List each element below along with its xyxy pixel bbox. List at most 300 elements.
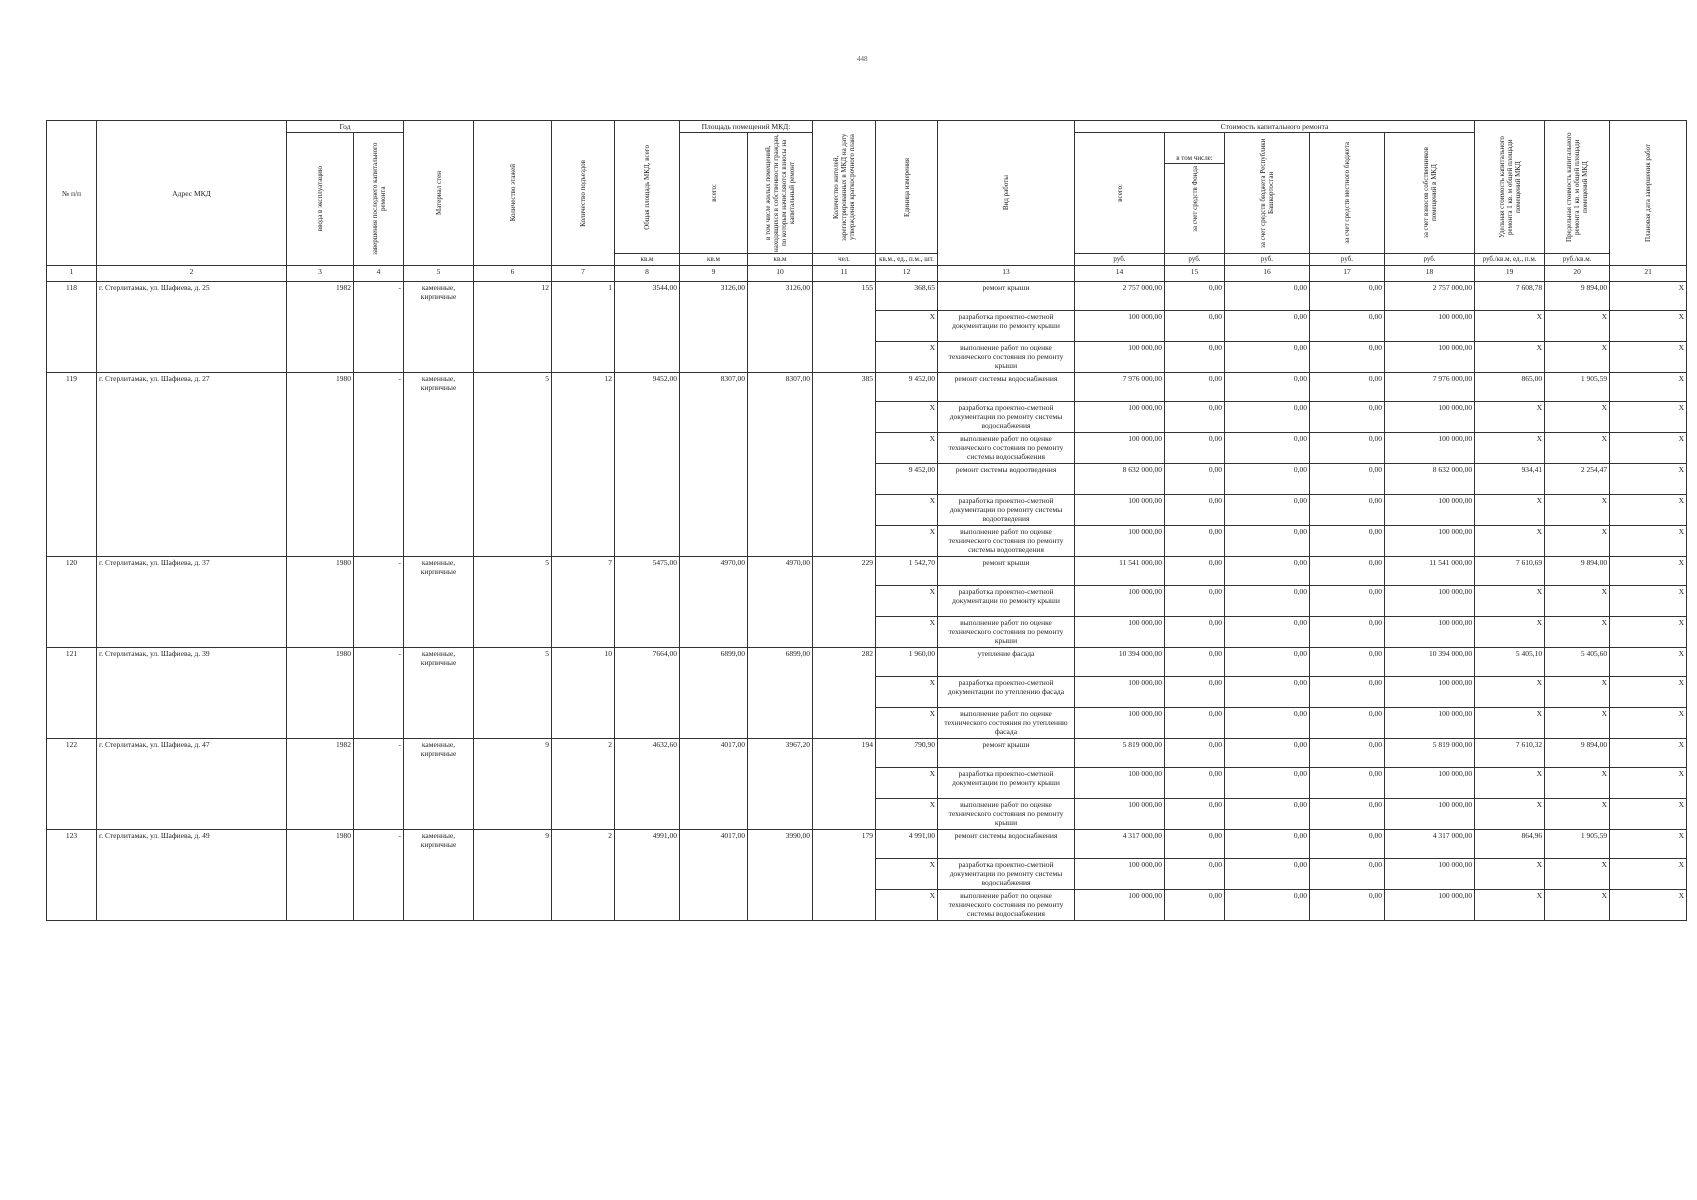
work-cost-republic: 0,00 [1225, 890, 1310, 921]
row-year-last-repair: - [354, 648, 404, 739]
work-quantity: X [876, 617, 938, 648]
row-year-commissioning: 1980 [287, 648, 354, 739]
work-cost-republic: 0,00 [1225, 557, 1310, 586]
work-cost-republic: 0,00 [1225, 648, 1310, 677]
table-row [47, 648, 1687, 677]
row-entrances: 2 [552, 830, 615, 921]
work-name: ремонт крыши [938, 282, 1075, 311]
work-cost-owners: 11 541 000,00 [1385, 557, 1475, 586]
work-deadline: X [1610, 433, 1687, 464]
work-max-cost: 9 894,00 [1545, 282, 1610, 311]
row-year-last-repair: - [354, 373, 404, 557]
row-wall-material: каменные, кирпичные [404, 282, 474, 373]
table-row [47, 373, 1687, 402]
work-cost-local: 0,00 [1310, 373, 1385, 402]
work-specific-cost: X [1475, 526, 1545, 557]
work-cost-fund: 0,00 [1165, 282, 1225, 311]
row-residents: 194 [813, 739, 876, 830]
work-cost-local: 0,00 [1310, 739, 1385, 768]
column-number: 6 [474, 266, 552, 282]
row-wall-material: каменные, кирпичные [404, 373, 474, 557]
work-cost-fund: 0,00 [1165, 495, 1225, 526]
column-number: 7 [552, 266, 615, 282]
header-cost-fund: за счет средств Фонда [1190, 166, 1199, 232]
work-cost-total: 10 394 000,00 [1075, 648, 1165, 677]
work-cost-fund: 0,00 [1165, 311, 1225, 342]
column-number: 4 [354, 266, 404, 282]
unit-cell: руб./кв.м, ед., п.м. [1475, 254, 1545, 266]
work-cost-owners: 100 000,00 [1385, 768, 1475, 799]
row-total-area: 4991,00 [615, 830, 680, 921]
work-quantity: X [876, 311, 938, 342]
work-cost-total: 100 000,00 [1075, 586, 1165, 617]
row-number: 118 [47, 282, 97, 373]
work-max-cost: X [1545, 586, 1610, 617]
work-cost-fund: 0,00 [1165, 526, 1225, 557]
work-quantity: X [876, 495, 938, 526]
row-entrances: 10 [552, 648, 615, 739]
row-address: г. Стерлитамак, ул. Шафиева, д. 37 [97, 557, 287, 648]
work-name: ремонт крыши [938, 739, 1075, 768]
work-specific-cost: X [1475, 495, 1545, 526]
column-number: 10 [748, 266, 813, 282]
row-residents: 179 [813, 830, 876, 921]
work-max-cost: X [1545, 890, 1610, 921]
table-row [47, 739, 1687, 768]
work-deadline: X [1610, 768, 1687, 799]
work-cost-local: 0,00 [1310, 859, 1385, 890]
work-name: ремонт системы водоснабжения [938, 830, 1075, 859]
work-specific-cost: X [1475, 311, 1545, 342]
work-cost-republic: 0,00 [1225, 464, 1310, 495]
work-specific-cost: 7 610,32 [1475, 739, 1545, 768]
header-including: в том числе: [1165, 154, 1225, 164]
work-cost-local: 0,00 [1310, 342, 1385, 373]
row-area-all: 6899,00 [680, 648, 748, 739]
work-specific-cost: X [1475, 433, 1545, 464]
work-quantity: 1 542,70 [876, 557, 938, 586]
work-cost-republic: 0,00 [1225, 402, 1310, 433]
row-entrances: 12 [552, 373, 615, 557]
work-cost-republic: 0,00 [1225, 433, 1310, 464]
row-year-commissioning: 1982 [287, 282, 354, 373]
work-specific-cost: X [1475, 402, 1545, 433]
unit-cell: кв.м., ед., п.м., шт. [876, 254, 938, 266]
work-cost-local: 0,00 [1310, 402, 1385, 433]
work-name: выполнение работ по оценке технического состояния по ремонту системы водоснабжения [938, 890, 1075, 921]
header-deadline: Плановая дата завершения работ [1644, 143, 1653, 243]
row-floors: 5 [474, 373, 552, 557]
work-name: ремонт крыши [938, 557, 1075, 586]
row-residents: 385 [813, 373, 876, 557]
work-deadline: X [1610, 830, 1687, 859]
work-cost-fund: 0,00 [1165, 342, 1225, 373]
work-max-cost: X [1545, 495, 1610, 526]
work-cost-owners: 8 632 000,00 [1385, 464, 1475, 495]
work-quantity: 4 991,00 [876, 830, 938, 859]
work-cost-local: 0,00 [1310, 830, 1385, 859]
work-specific-cost: 865,00 [1475, 373, 1545, 402]
work-cost-owners: 100 000,00 [1385, 342, 1475, 373]
header-residents: Количество жителей, зарегистрированных в МКД на дату утверждения краткосрочного плана [832, 133, 856, 241]
work-cost-republic: 0,00 [1225, 495, 1310, 526]
work-specific-cost: X [1475, 890, 1545, 921]
work-specific-cost: X [1475, 768, 1545, 799]
header-total-area: Общая площадь МКД, всего [643, 144, 651, 230]
header-cost-total: всего: [1115, 184, 1124, 202]
work-cost-total: 100 000,00 [1075, 708, 1165, 739]
work-deadline: X [1610, 739, 1687, 768]
work-name: выполнение работ по оценке технического состояния по ремонту системы водоснабжения [938, 433, 1075, 464]
work-cost-local: 0,00 [1310, 464, 1385, 495]
header-area-total: всего: [709, 184, 718, 202]
work-quantity: 368,65 [876, 282, 938, 311]
work-cost-fund: 0,00 [1165, 464, 1225, 495]
work-cost-total: 4 317 000,00 [1075, 830, 1165, 859]
work-specific-cost: 864,96 [1475, 830, 1545, 859]
row-address: г. Стерлитамак, ул. Шафиева, д. 49 [97, 830, 287, 921]
header-year: Год [287, 121, 404, 133]
work-cost-republic: 0,00 [1225, 373, 1310, 402]
row-total-area: 3544,00 [615, 282, 680, 373]
work-name: выполнение работ по оценке технического состояния по ремонту крыши [938, 342, 1075, 373]
row-address: г. Стерлитамак, ул. Шафиева, д. 27 [97, 373, 287, 557]
work-cost-total: 100 000,00 [1075, 495, 1165, 526]
work-deadline: X [1610, 677, 1687, 708]
work-cost-local: 0,00 [1310, 526, 1385, 557]
work-quantity: X [876, 890, 938, 921]
work-cost-total: 2 757 000,00 [1075, 282, 1165, 311]
work-quantity: X [876, 768, 938, 799]
unit-cell: руб. [1165, 254, 1225, 266]
work-quantity: X [876, 402, 938, 433]
work-quantity: 1 960,00 [876, 648, 938, 677]
work-cost-republic: 0,00 [1225, 677, 1310, 708]
work-quantity: 9 452,00 [876, 373, 938, 402]
column-number: 19 [1475, 266, 1545, 282]
work-cost-fund: 0,00 [1165, 677, 1225, 708]
header-premises-area: Площадь помещений МКД: [680, 121, 813, 133]
work-cost-owners: 100 000,00 [1385, 311, 1475, 342]
work-deadline: X [1610, 557, 1687, 586]
row-wall-material: каменные, кирпичные [404, 739, 474, 830]
work-cost-total: 100 000,00 [1075, 311, 1165, 342]
work-cost-local: 0,00 [1310, 495, 1385, 526]
work-cost-total: 100 000,00 [1075, 890, 1165, 921]
work-cost-total: 100 000,00 [1075, 617, 1165, 648]
work-max-cost: 9 894,00 [1545, 739, 1610, 768]
column-number: 13 [938, 266, 1075, 282]
work-deadline: X [1610, 859, 1687, 890]
header-unit: Единица измерения [902, 157, 911, 217]
header-specific-cost: Удельная стоимость капитального ремонта 1 кв. м общей площади помещений МКД [1497, 136, 1522, 238]
work-name: разработка проектно-сметной документации по ремонту системы водоснабжения [938, 402, 1075, 433]
table-header [47, 121, 1687, 282]
header-cost-owners: за счет взносов собственников помещений в МКД [1421, 147, 1438, 239]
work-max-cost: X [1545, 799, 1610, 830]
unit-cell: руб. [1225, 254, 1310, 266]
work-name: ремонт системы водоотведения [938, 464, 1075, 495]
work-cost-local: 0,00 [1310, 890, 1385, 921]
row-residents: 282 [813, 648, 876, 739]
work-cost-fund: 0,00 [1165, 799, 1225, 830]
header-cost-local: за счет средств местного бюджета [1343, 142, 1351, 244]
row-number: 122 [47, 739, 97, 830]
row-year-commissioning: 1980 [287, 373, 354, 557]
work-specific-cost: X [1475, 708, 1545, 739]
work-cost-owners: 100 000,00 [1385, 708, 1475, 739]
work-cost-local: 0,00 [1310, 282, 1385, 311]
work-cost-owners: 100 000,00 [1385, 617, 1475, 648]
row-year-last-repair: - [354, 739, 404, 830]
unit-cell: кв.м [615, 254, 680, 266]
work-deadline: X [1610, 342, 1687, 373]
work-quantity: X [876, 799, 938, 830]
header-floors: Количество этажей [508, 164, 517, 222]
row-floors: 5 [474, 648, 552, 739]
work-cost-local: 0,00 [1310, 311, 1385, 342]
row-address: г. Стерлитамак, ул. Шафиева, д. 25 [97, 282, 287, 373]
header-cost: Стоимость капитального ремонта [1075, 121, 1475, 133]
work-name: выполнение работ по оценке технического состояния по ремонту крыши [938, 799, 1075, 830]
work-cost-fund: 0,00 [1165, 648, 1225, 677]
row-total-area: 7664,00 [615, 648, 680, 739]
column-number: 20 [1545, 266, 1610, 282]
work-max-cost: X [1545, 342, 1610, 373]
work-specific-cost: X [1475, 586, 1545, 617]
work-cost-fund: 0,00 [1165, 768, 1225, 799]
work-cost-republic: 0,00 [1225, 282, 1310, 311]
work-quantity: X [876, 859, 938, 890]
work-cost-republic: 0,00 [1225, 799, 1310, 830]
table-row [47, 282, 1687, 311]
header-area-residents: в том числе жилых помещений, находящихся в собственности граждан, по которым начисляются взносы на капитальный ремонт [764, 134, 796, 252]
work-cost-local: 0,00 [1310, 557, 1385, 586]
work-deadline: X [1610, 526, 1687, 557]
unit-cell: кв.м [748, 254, 813, 266]
work-cost-local: 0,00 [1310, 768, 1385, 799]
work-deadline: X [1610, 495, 1687, 526]
work-name: ремонт системы водоснабжения [938, 373, 1075, 402]
unit-cell: чел. [813, 254, 876, 266]
work-max-cost: X [1545, 677, 1610, 708]
row-area-residents: 3990,00 [748, 830, 813, 921]
work-name: выполнение работ по оценке технического состояния по утеплению фасада [938, 708, 1075, 739]
column-number: 12 [876, 266, 938, 282]
row-wall-material: каменные, кирпичные [404, 648, 474, 739]
work-cost-republic: 0,00 [1225, 768, 1310, 799]
work-cost-local: 0,00 [1310, 648, 1385, 677]
table-body [47, 282, 1687, 921]
row-year-commissioning: 1980 [287, 557, 354, 648]
row-year-last-repair: - [354, 830, 404, 921]
work-max-cost: 1 905,59 [1545, 830, 1610, 859]
work-cost-owners: 100 000,00 [1385, 859, 1475, 890]
row-residents: 155 [813, 282, 876, 373]
row-floors: 5 [474, 557, 552, 648]
work-max-cost: X [1545, 433, 1610, 464]
work-cost-total: 100 000,00 [1075, 433, 1165, 464]
work-specific-cost: 5 405,10 [1475, 648, 1545, 677]
work-cost-owners: 5 819 000,00 [1385, 739, 1475, 768]
work-max-cost: X [1545, 617, 1610, 648]
work-cost-owners: 100 000,00 [1385, 433, 1475, 464]
work-max-cost: X [1545, 311, 1610, 342]
table-row [47, 557, 1687, 586]
row-entrances: 7 [552, 557, 615, 648]
row-area-residents: 4970,00 [748, 557, 813, 648]
work-cost-republic: 0,00 [1225, 830, 1310, 859]
work-cost-republic: 0,00 [1225, 708, 1310, 739]
work-specific-cost: X [1475, 677, 1545, 708]
work-name: выполнение работ по оценке технического состояния по ремонту крыши [938, 617, 1075, 648]
work-specific-cost: X [1475, 799, 1545, 830]
row-year-last-repair: - [354, 557, 404, 648]
work-quantity: 790,90 [876, 739, 938, 768]
work-max-cost: 1 905,59 [1545, 373, 1610, 402]
work-cost-fund: 0,00 [1165, 373, 1225, 402]
column-number: 9 [680, 266, 748, 282]
work-deadline: X [1610, 799, 1687, 830]
work-cost-total: 100 000,00 [1075, 677, 1165, 708]
work-quantity: X [876, 586, 938, 617]
work-max-cost: 5 405,60 [1545, 648, 1610, 677]
work-deadline: X [1610, 586, 1687, 617]
work-specific-cost: X [1475, 617, 1545, 648]
work-cost-fund: 0,00 [1165, 557, 1225, 586]
work-quantity: 9 452,00 [876, 464, 938, 495]
work-cost-local: 0,00 [1310, 433, 1385, 464]
row-year-last-repair: - [354, 282, 404, 373]
column-number: 11 [813, 266, 876, 282]
work-quantity: X [876, 526, 938, 557]
work-max-cost: 9 894,00 [1545, 557, 1610, 586]
row-entrances: 1 [552, 282, 615, 373]
work-name: разработка проектно-сметной документации по ремонту системы водоотведения [938, 495, 1075, 526]
work-deadline: X [1610, 373, 1687, 402]
work-max-cost: X [1545, 708, 1610, 739]
repair-plan-table [46, 120, 1687, 921]
column-number: 15 [1165, 266, 1225, 282]
row-total-area: 9452,00 [615, 373, 680, 557]
header-year-commissioning: ввода в эксплуатацию [316, 166, 324, 232]
work-cost-total: 100 000,00 [1075, 402, 1165, 433]
work-cost-republic: 0,00 [1225, 342, 1310, 373]
work-specific-cost: 7 610,69 [1475, 557, 1545, 586]
unit-cell: руб. [1075, 254, 1165, 266]
header-entrances: Количество подъездов [579, 159, 587, 227]
work-cost-owners: 100 000,00 [1385, 890, 1475, 921]
column-number: 2 [97, 266, 287, 282]
work-deadline: X [1610, 648, 1687, 677]
row-number: 123 [47, 830, 97, 921]
column-number: 18 [1385, 266, 1475, 282]
work-quantity: X [876, 342, 938, 373]
work-deadline: X [1610, 311, 1687, 342]
column-number: 3 [287, 266, 354, 282]
header-wall-material: Материал стен [434, 171, 443, 215]
row-address: г. Стерлитамак, ул. Шафиева, д. 39 [97, 648, 287, 739]
work-cost-republic: 0,00 [1225, 739, 1310, 768]
work-deadline: X [1610, 464, 1687, 495]
work-name: разработка проектно-сметной документации по ремонту крыши [938, 768, 1075, 799]
work-cost-republic: 0,00 [1225, 617, 1310, 648]
work-cost-fund: 0,00 [1165, 433, 1225, 464]
work-cost-owners: 10 394 000,00 [1385, 648, 1475, 677]
header-n: № п/п [47, 121, 97, 266]
work-deadline: X [1610, 617, 1687, 648]
row-area-all: 8307,00 [680, 373, 748, 557]
work-cost-owners: 7 976 000,00 [1385, 373, 1475, 402]
work-cost-fund: 0,00 [1165, 402, 1225, 433]
row-area-residents: 3126,00 [748, 282, 813, 373]
row-area-residents: 3967,20 [748, 739, 813, 830]
work-cost-fund: 0,00 [1165, 859, 1225, 890]
work-max-cost: 2 254,47 [1545, 464, 1610, 495]
work-name: разработка проектно-сметной документации по утеплению фасада [938, 677, 1075, 708]
row-area-all: 4017,00 [680, 830, 748, 921]
row-floors: 9 [474, 739, 552, 830]
work-cost-owners: 100 000,00 [1385, 586, 1475, 617]
column-number: 16 [1225, 266, 1310, 282]
work-cost-total: 7 976 000,00 [1075, 373, 1165, 402]
unit-cell: кв.м [680, 254, 748, 266]
work-specific-cost: 7 608,78 [1475, 282, 1545, 311]
column-number: 21 [1610, 266, 1687, 282]
row-wall-material: каменные, кирпичные [404, 557, 474, 648]
work-cost-owners: 2 757 000,00 [1385, 282, 1475, 311]
work-cost-owners: 100 000,00 [1385, 526, 1475, 557]
row-area-all: 3126,00 [680, 282, 748, 373]
column-number: 1 [47, 266, 97, 282]
work-cost-total: 11 541 000,00 [1075, 557, 1165, 586]
row-year-commissioning: 1980 [287, 830, 354, 921]
column-number-row [47, 266, 1687, 282]
work-cost-local: 0,00 [1310, 677, 1385, 708]
work-deadline: X [1610, 708, 1687, 739]
work-deadline: X [1610, 282, 1687, 311]
header-work-type: Вид работы [1002, 175, 1010, 211]
work-name: утепление фасада [938, 648, 1075, 677]
work-cost-total: 100 000,00 [1075, 799, 1165, 830]
column-number: 8 [615, 266, 680, 282]
row-area-residents: 8307,00 [748, 373, 813, 557]
row-floors: 9 [474, 830, 552, 921]
header-cost-republic: за счет средств бюджета Республики Башкортостан [1259, 138, 1275, 248]
work-cost-fund: 0,00 [1165, 890, 1225, 921]
work-max-cost: X [1545, 768, 1610, 799]
work-cost-fund: 0,00 [1165, 617, 1225, 648]
work-cost-republic: 0,00 [1225, 586, 1310, 617]
work-quantity: X [876, 677, 938, 708]
work-cost-owners: 4 317 000,00 [1385, 830, 1475, 859]
row-wall-material: каменные, кирпичные [404, 830, 474, 921]
column-number: 5 [404, 266, 474, 282]
work-cost-owners: 100 000,00 [1385, 677, 1475, 708]
work-name: выполнение работ по оценке технического состояния по ремонту системы водоотведения [938, 526, 1075, 557]
work-max-cost: X [1545, 402, 1610, 433]
page-number: 448 [857, 55, 868, 63]
work-cost-local: 0,00 [1310, 617, 1385, 648]
work-quantity: X [876, 708, 938, 739]
work-deadline: X [1610, 402, 1687, 433]
row-residents: 229 [813, 557, 876, 648]
work-cost-fund: 0,00 [1165, 708, 1225, 739]
unit-cell: руб. [1385, 254, 1475, 266]
unit-cell: руб./кв.м. [1545, 254, 1610, 266]
work-cost-fund: 0,00 [1165, 739, 1225, 768]
work-name: разработка проектно-сметной документации по ремонту крыши [938, 311, 1075, 342]
